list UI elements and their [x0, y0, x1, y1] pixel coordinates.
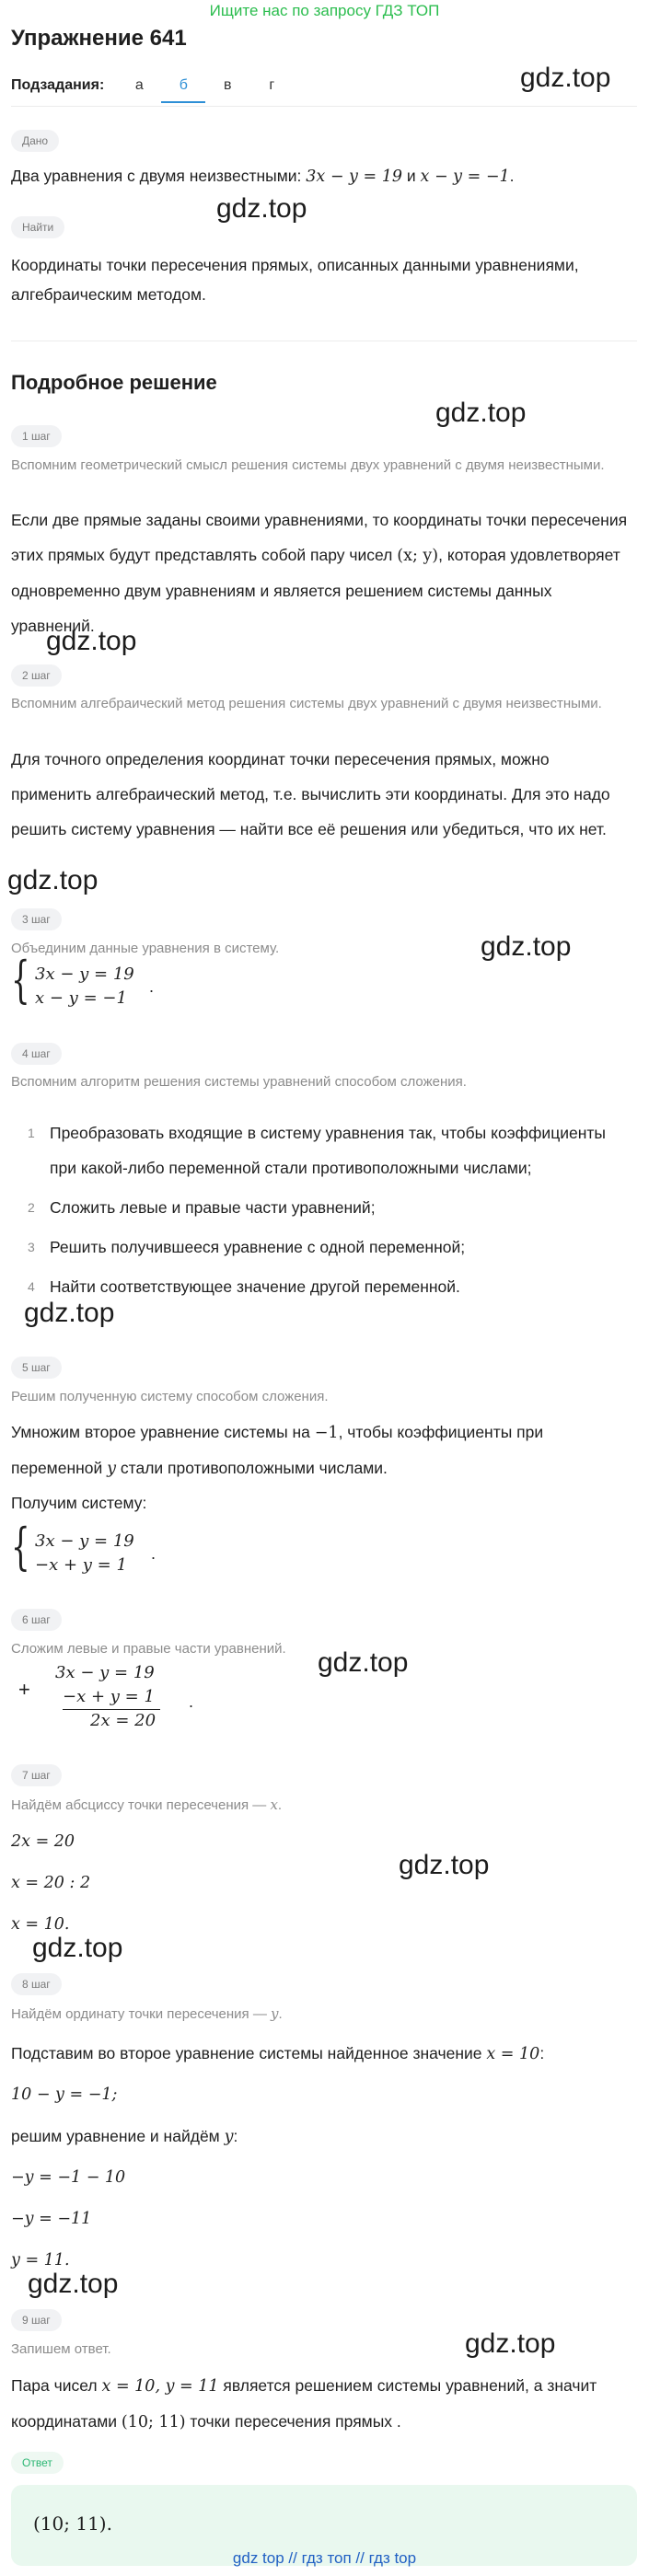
step9-text-c: точки пересечения прямых . — [185, 2412, 401, 2431]
step-hint: Запишем ответ. — [11, 2341, 111, 2357]
find-text: Координаты точки пересечения прямых, описанных данными уравнениями, алгебраическим методом. — [11, 256, 579, 304]
equation-system — [11, 1518, 195, 1581]
subtask-tab-a[interactable]: а — [134, 77, 144, 93]
math-line: −y = −11 — [11, 2210, 92, 2228]
page-title: Упражнение 641 — [11, 26, 187, 51]
watermark: gdz.top — [435, 398, 527, 428]
subtask-tab-v[interactable]: в — [224, 77, 232, 93]
step7-hint-b: . — [277, 1797, 283, 1813]
math-line: x = 20 : 2 — [11, 1874, 91, 1892]
step-text — [11, 2368, 632, 2440]
step-text — [11, 1415, 632, 1486]
step-tag: 1 шаг — [11, 425, 62, 447]
subtask-tab-g[interactable]: г — [269, 77, 275, 93]
math-line: x = 10. — [11, 1915, 70, 1934]
list-item-number: 2 — [28, 1200, 35, 1215]
step-hint: Вспомним алгебраический метод решения системы двух уравнений с двумя неизвестными. — [11, 696, 602, 711]
solution-values: x = 10, y = 11 — [101, 2377, 219, 2396]
step7-hint-a: Найдём абсциссу точки пересечения — — [11, 1797, 271, 1813]
step-hint: Сложим левые и правые части уравнений. — [11, 1641, 286, 1657]
step-hint: Вспомним алгоритм решения системы уравнений способом сложения. — [11, 1074, 467, 1090]
solution-title: Подробное решение — [11, 371, 217, 394]
search-banner[interactable]: Ищите нас по запросу ГДЗ ТОП — [209, 2, 440, 19]
step-tag: 3 шаг — [11, 908, 62, 930]
watermark: gdz.top — [46, 626, 137, 656]
subtask-tabs — [11, 75, 294, 109]
system-line: x − y = −1 — [35, 988, 127, 1008]
system-dot: . — [151, 1544, 156, 1563]
step9-text-a: Пара чисел — [11, 2376, 102, 2395]
watermark: gdz.top — [7, 865, 99, 895]
watermark: gdz.top — [520, 63, 611, 93]
system-line: −x + y = 1 — [35, 1555, 127, 1575]
list-item-number: 3 — [28, 1240, 35, 1254]
given-text-end: . — [509, 167, 515, 185]
watermark: gdz.top — [24, 1298, 115, 1328]
list-item-text: Решить получившееся уравнение с одной переменной; — [50, 1238, 466, 1256]
step-hint: Решим полученную систему способом сложения. — [11, 1389, 329, 1404]
step8-text-b: : — [539, 2044, 545, 2062]
answer-tag: Ответ — [11, 2452, 64, 2474]
math-line: −y = −1 − 10 — [11, 2168, 126, 2187]
step8-text-a: Подставим во второе уравнение системы найденное значение — [11, 2044, 487, 2062]
step-tag: 9 шаг — [11, 2309, 62, 2331]
step-tag: 6 шаг — [11, 1609, 62, 1631]
step-text — [11, 2124, 632, 2149]
find-tag: Найти — [11, 216, 64, 238]
step-tag: 2 шаг — [11, 664, 62, 687]
system-dot: . — [149, 977, 155, 996]
step8-hint-a: Найдём ординату точки пересечения — — [11, 2006, 272, 2022]
addition-result: 2x = 20 — [90, 1711, 156, 1730]
watermark: gdz.top — [318, 1647, 409, 1678]
step1-text-b: , которая удовлетворяет одновременно двум уравнениям и является решением системы данных уравнений. — [11, 546, 620, 635]
step-tag: 5 шаг — [11, 1357, 62, 1379]
plus-sign: + — [18, 1678, 30, 1701]
step-tag: 4 шаг — [11, 1043, 62, 1065]
addition-row: 3x − y = 19 — [55, 1663, 155, 1682]
step-tag: 8 шаг — [11, 1973, 62, 1995]
given-eq2: x − y = −1 — [420, 167, 510, 186]
system-brace: { — [11, 1518, 30, 1576]
addition-dot: . — [189, 1692, 194, 1711]
footer-links[interactable]: gdz top // гдз топ // гдз top — [232, 2549, 417, 2567]
step5-text-b: , чтобы коэффициенты при переменной — [11, 1423, 544, 1477]
system-line: 3x − y = 19 — [35, 965, 134, 984]
variable: y — [107, 1460, 117, 1478]
watermark: gdz.top — [481, 931, 572, 962]
list-item-text: Сложить левые и правые части уравнений; — [50, 1198, 376, 1217]
step-text: Получим систему: — [11, 1494, 147, 1512]
watermark: gdz.top — [399, 1850, 490, 1880]
list-item-number: 4 — [28, 1279, 35, 1294]
system-brace: { — [11, 951, 30, 1009]
step8-solve-a: решим уравнение и найдём — [11, 2127, 225, 2145]
watermark: gdz.top — [216, 193, 307, 224]
header-divider — [11, 106, 637, 107]
given-eq1: 3x − y = 19 — [306, 167, 403, 186]
step-hint — [11, 1795, 619, 1816]
variable: y — [224, 2128, 234, 2146]
step1-text-a: Если две прямые заданы своими уравнениями, то координаты точки пересечения этих прямых будут представлять собой пару чисел — [11, 511, 628, 564]
step-hint: Вспомним геометрический смысл решения системы двух уравнений с двумя неизвестными. — [11, 457, 605, 473]
step5-text-a: Умножим второе уравнение системы на — [11, 1423, 315, 1441]
answer-value: (10; 11). — [33, 2512, 112, 2535]
column-addition — [18, 1661, 203, 1735]
multiplier: −1 — [314, 1424, 339, 1442]
step-text: Для точного определения координат точки пересечения прямых, можно применить алгебраический метод, т.е. вычислить эти координаты. Для это надо решить систему уравнения — найти все её решения или убедиться, что их нет. — [11, 750, 610, 838]
given-tag: Дано — [11, 130, 59, 152]
subtasks-label: Подзадания: — [11, 77, 105, 93]
substitution: x = 10 — [486, 2045, 540, 2063]
watermark: gdz.top — [28, 2269, 119, 2299]
coordinate-pair: (x; y) — [397, 547, 439, 565]
step5-text-c: стали противоположными числами. — [116, 1459, 388, 1477]
system-line: 3x − y = 19 — [35, 1531, 134, 1551]
addition-row: −x + y = 1 — [63, 1685, 160, 1710]
given-text — [11, 164, 632, 189]
given-text-a: Два уравнения с двумя неизвестными: — [11, 167, 307, 185]
intersection-point: (10; 11) — [121, 2413, 186, 2432]
list-item — [11, 1115, 628, 1189]
list-item-text: Преобразовать входящие в систему уравнения так, чтобы коэффициенты при какой-либо переменной стали противоположными числами; — [50, 1124, 606, 1177]
subtask-tab-b[interactable]: б — [161, 75, 205, 103]
step-hint: Объединим данные уравнения в систему. — [11, 941, 280, 956]
list-item-text: Найти соответствующее значение другой переменной. — [50, 1277, 460, 1296]
variable: y — [271, 2005, 279, 2022]
step-text — [11, 502, 632, 643]
step8-solve-b: : — [233, 2127, 238, 2145]
math-line: y = 11. — [11, 2251, 70, 2270]
watermark: gdz.top — [32, 1933, 123, 1963]
math-line: 10 − y = −1; — [11, 2085, 118, 2104]
list-item-number: 1 — [28, 1126, 35, 1140]
given-text-mid: и — [402, 167, 421, 185]
watermark: gdz.top — [465, 2328, 556, 2359]
step9-text-b: является решением системы уравнений, а значит координатами — [11, 2376, 597, 2431]
step-tag: 7 шаг — [11, 1764, 62, 1786]
step-hint — [11, 2004, 619, 2025]
step-text — [11, 2041, 632, 2066]
variable: x — [270, 1796, 278, 1813]
step8-hint-b: . — [278, 2006, 283, 2022]
equation-system — [11, 951, 195, 1014]
math-line: 2x = 20 — [11, 1832, 75, 1851]
